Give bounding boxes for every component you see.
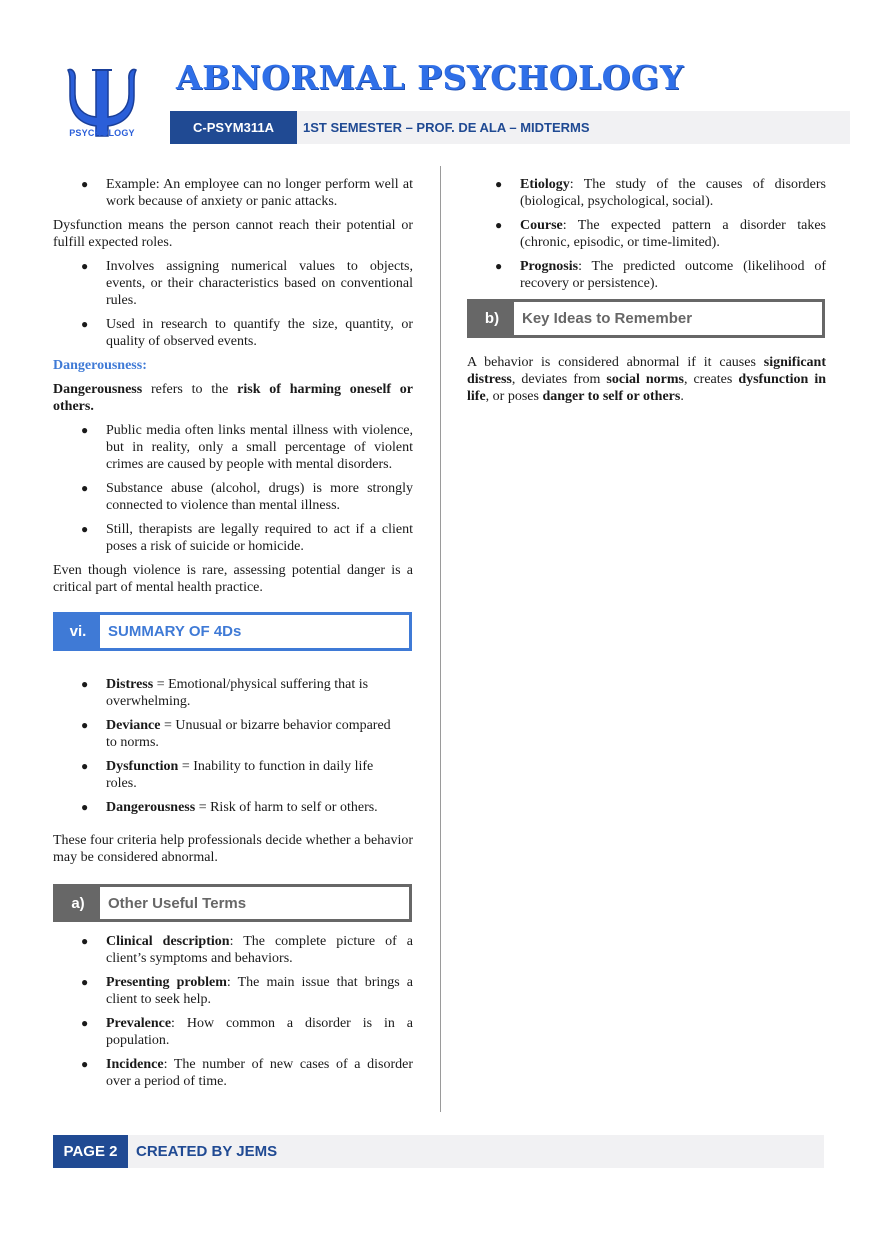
list-item: ● Substance abuse (alcohol, drugs) is more strongly connected to violence than mental illness. <box>81 481 413 513</box>
key-ideas-paragraph: A behavior is considered abnormal if it causes significant distress, deviates from social norms, creates dysfunction in life, or poses danger to self or others. <box>467 355 826 404</box>
page-title: ABNORMAL PSYCHOLOGY <box>176 58 684 97</box>
bullet-icon: ● <box>495 177 503 191</box>
bullet-icon: ● <box>81 259 89 273</box>
course-code-badge: C-PSYM311A <box>170 111 297 144</box>
definition-paragraph: Dangerousness refers to the risk of harming oneself or others. <box>53 382 414 414</box>
list-item: ● Deviance = Unusual or bizarre behavior compared to norms. <box>81 718 391 750</box>
paragraph: These four criteria help professionals decide whether a behavior may be considered abnormal. <box>53 833 413 865</box>
example-list <box>53 176 413 210</box>
terms-list <box>53 933 413 1090</box>
section-title: SUMMARY OF 4Ds <box>108 623 242 640</box>
list-item: ● Used in research to quantify the size, quantity, or quality of observed events. <box>81 317 413 349</box>
list-item: ● Etiology: The study of the causes of disorders (biological, psychological, social). <box>495 177 826 209</box>
section-header-key-ideas <box>467 299 825 338</box>
bullet-icon: ● <box>81 1016 89 1030</box>
list-item: ● Prognosis: The predicted outcome (likelihood of recovery or persistence). <box>495 259 826 291</box>
list-item: ● Example: An employee can no longer perform well at work because of anxiety or panic attacks. <box>81 177 413 209</box>
list-item: ● Public media often links mental illness with violence, but in reality, only a small percentage of violent crimes are caused by people with mental disorders. <box>81 423 413 472</box>
paragraph: Even though violence is rare, assessing potential danger is a critical part of mental health practice. <box>53 563 413 595</box>
logo-text: PSYCHOLOGY <box>69 128 135 138</box>
bullet-icon: ● <box>495 259 503 273</box>
bullet-icon: ● <box>81 1057 89 1071</box>
bullet-icon: ● <box>81 481 89 495</box>
list-item: ● Dysfunction = Inability to function in daily life roles. <box>81 759 374 791</box>
measurement-list <box>53 258 413 350</box>
list-item: ● Incidence: The number of new cases of a disorder over a period of time. <box>81 1057 413 1089</box>
bullet-icon: ● <box>81 800 89 814</box>
list-item: ● Presenting problem: The main issue that brings a client to seek help. <box>81 975 414 1007</box>
bullet-icon: ● <box>81 718 89 732</box>
section-title: Key Ideas to Remember <box>522 310 693 327</box>
section-subheading: Dangerousness: <box>53 358 147 373</box>
bullet-icon: ● <box>81 522 89 536</box>
section-number: b) <box>470 302 514 335</box>
section-number: a) <box>56 887 100 919</box>
bullet-icon: ● <box>81 934 89 948</box>
bullet-icon: ● <box>81 423 89 437</box>
list-item: ● Prevalence: How common a disorder is in a population. <box>81 1016 413 1048</box>
column-divider <box>440 166 441 1112</box>
right-column <box>467 176 826 412</box>
danger-list <box>53 422 413 555</box>
bullet-icon: ● <box>81 975 89 989</box>
section-title: Other Useful Terms <box>108 894 247 912</box>
list-item: ● Still, therapists are legally required to act if a client poses a risk of suicide or homicide. <box>81 522 413 554</box>
bullet-icon: ● <box>81 759 89 773</box>
list-item: ● Course: The expected pattern a disorder takes (chronic, episodic, or time-limited). <box>495 218 826 250</box>
bullet-icon: ● <box>81 317 89 331</box>
terms-list-continued <box>467 176 826 292</box>
section-header-summary <box>53 612 412 651</box>
page-number-badge: PAGE 2 <box>53 1135 128 1168</box>
four-ds-list <box>53 676 413 816</box>
section-number: vi. <box>56 615 100 648</box>
left-column <box>53 176 413 1097</box>
list-item: ● Distress = Emotional/physical suffering that is overwhelming. <box>81 677 369 709</box>
list-item: ● Involves assigning numerical values to objects, events, or their characteristics based on conventional rules. <box>81 259 413 308</box>
section-header-terms <box>53 884 412 922</box>
bullet-icon: ● <box>81 177 89 191</box>
list-item: ● Clinical description: The complete picture of a client’s symptoms and behaviors. <box>81 934 413 966</box>
footer-credit: CREATED BY JEMS <box>136 1143 278 1160</box>
list-item: ● Dangerousness = Risk of harm to self or others. <box>81 800 378 815</box>
bullet-icon: ● <box>81 677 89 691</box>
course-info: 1ST SEMESTER – PROF. DE ALA – MIDTERMS <box>303 120 590 135</box>
paragraph: Dysfunction means the person cannot reach their potential or fulfill expected roles. <box>53 218 413 250</box>
bullet-icon: ● <box>495 218 503 232</box>
